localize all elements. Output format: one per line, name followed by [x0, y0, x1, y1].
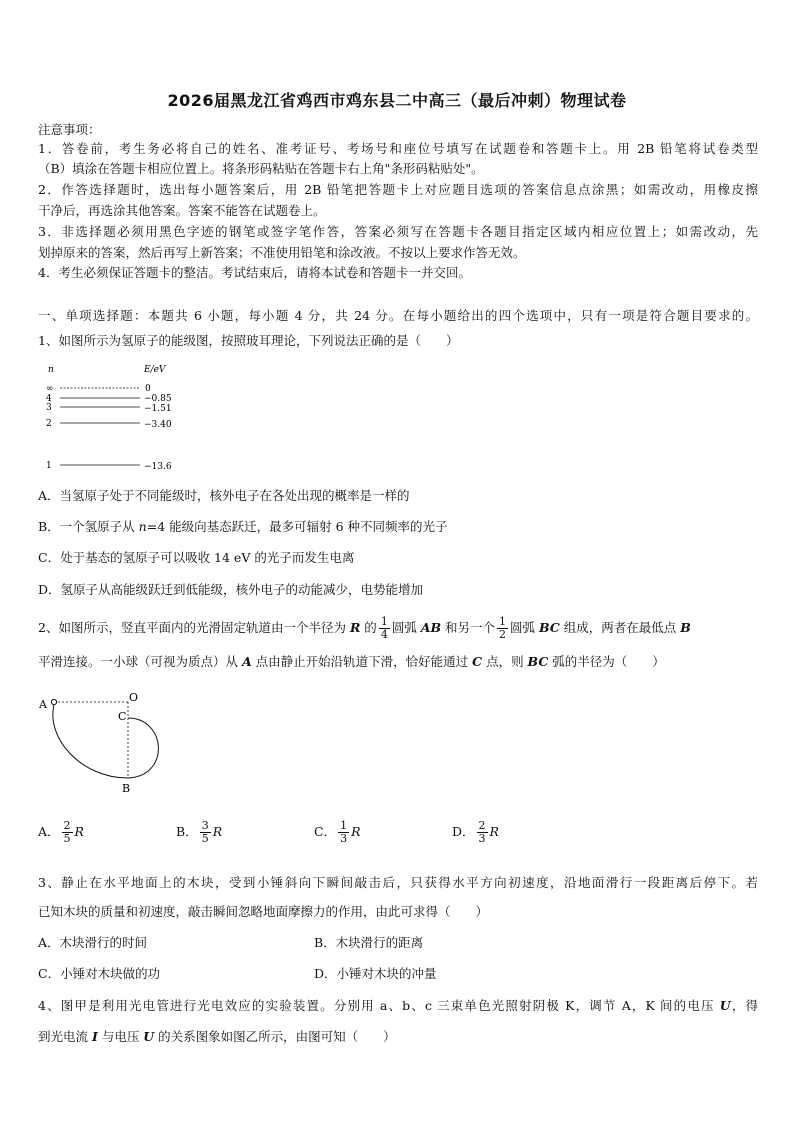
level-3-n: 3: [46, 403, 52, 413]
q2-option-d: [452, 820, 499, 845]
q1-option-b-post: =4 能级向基态跃迁，最多可辐射 6 种不同频率的光子: [146, 519, 448, 534]
q3-option-d: D．小锤对木块的冲量: [314, 966, 437, 981]
q2-text-6: 组成，两者在最低点: [559, 620, 681, 635]
q2-option-d-var: R: [489, 824, 499, 839]
track-diagram: [36, 688, 176, 798]
q3-option-a: A．木块滑行的时间: [38, 935, 148, 950]
q4-var-u: U: [719, 998, 731, 1013]
energy-level-diagram: [40, 360, 200, 480]
q4-text-5: 的关系图象如图乙所示，由图可知（ ）: [154, 1029, 396, 1044]
note-1-line-2: （B）填涂在答题卡相应位置上。将条形码粘贴在答题卡右上角"条形码粘贴处"。: [38, 161, 484, 176]
q4-line-1: [38, 996, 758, 1016]
level-2: [46, 419, 172, 430]
q3-option-c: C．小锤对木块做的功: [38, 966, 161, 981]
q3-line-1: 3、静止在水平地面上的木块，受到小锤斜向下瞬间敲击后，只获得水平方向初速度，沿地面滑行一段距离后停下。若: [38, 875, 758, 890]
q2-option-d-fraction: [477, 820, 488, 845]
q3-option-b: B．木块滑行的距离: [314, 935, 424, 950]
level-1-n: 1: [46, 461, 52, 471]
q4-var-u-2: U: [143, 1029, 155, 1044]
q2-text-3: 圆弧: [391, 620, 421, 635]
note-3-line-2: 划掉原来的答案，然后再写上新答案；不准使用铅笔和涂改液。不按以上要求作答无效。: [38, 245, 526, 260]
quarter-arc-ab: [53, 705, 128, 778]
fraction-half: [497, 616, 508, 641]
q2-option-b-num: 3: [201, 819, 209, 832]
point-o-label: O: [129, 691, 139, 704]
fraction-quarter: [379, 616, 390, 641]
level-4-n: 4: [46, 394, 52, 404]
q2-text-8: 点由静止开始沿轨道下滑，恰好能通过: [251, 654, 473, 669]
q2-option-d-den: 3: [478, 832, 486, 845]
q2-option-a: [38, 820, 84, 845]
q2-option-c-num: 1: [340, 819, 348, 832]
q2-var-a: A: [241, 654, 252, 669]
q2-option-b-label: B．: [176, 824, 198, 839]
q2-option-c-label: C．: [314, 824, 337, 839]
note-1-line-1: 1．答卷前，考生务必将自己的姓名、准考证号、考场号和座位号填写在试题卷和答题卡上。用 2B 铅笔将试卷类型: [38, 141, 758, 156]
q1-option-d: D．氢原子从高能级跃迁到低能级，核外电子的动能减少，电势能增加: [38, 582, 424, 597]
level-1-energy: −13.6: [144, 462, 172, 472]
note-2-line-1: 2．作答选择题时，选出每小题答案后，用 2B 铅笔把答题卡上对应题目选项的答案信息点涂黑；如需改动，用橡皮擦: [38, 182, 758, 197]
note-4: 4．考生必须保证答题卡的整洁。考试结束后，请将本试卷和答题卡一并交回。: [38, 265, 471, 280]
fraction-quarter-num: 1: [380, 615, 388, 628]
q2-text-4: 和另一个: [441, 620, 496, 635]
level-inf: [46, 384, 151, 394]
q2-option-c-fraction: [338, 820, 349, 845]
level-1: [46, 461, 172, 472]
level-4: [46, 394, 172, 404]
q2-text-10: 弧的半径为（ ）: [548, 654, 665, 669]
q2-var-bc-2: BC: [527, 654, 549, 669]
q1-option-c: C．处于基态的氢原子可以吸收 14 eV 的光子而发生电离: [38, 550, 355, 565]
half-arc-bc: [128, 718, 158, 778]
level-4-energy: −0.85: [144, 394, 172, 404]
section-1-heading: 一、单项选择题：本题共 6 小题，每小题 4 分，共 24 分。在每小题给出的四个选项中，只有一项是符合题目要求的。: [38, 308, 758, 323]
level-2-n: 2: [46, 419, 52, 429]
level-2-energy: −3.40: [144, 420, 172, 430]
q2-option-a-var: R: [74, 824, 84, 839]
fraction-half-num: 1: [499, 615, 507, 628]
q1-stem: 1、如图所示为氢原子的能级图，按照玻耳理论，下列说法正确的是（ ）: [38, 333, 459, 348]
fraction-half-den: 2: [499, 628, 507, 641]
q2-text-9: 点，则: [482, 654, 528, 669]
q1-option-b-pre: B．一个氢原子从: [38, 519, 139, 534]
level-3-energy: −1.51: [144, 404, 172, 414]
q2-option-d-num: 2: [478, 819, 486, 832]
q2-line-2: [38, 652, 758, 672]
q2-option-c-var: R: [351, 824, 361, 839]
q2-text-2: 的: [360, 620, 377, 635]
q2-option-a-num: 2: [63, 819, 71, 832]
note-2-line-2: 干净后，再选涂其他答案。答案不能答在试题卷上。: [38, 203, 326, 218]
page-title: 2026届黑龙江省鸡西市鸡东县二中高三（最后冲刺）物理试卷: [167, 91, 627, 110]
q2-option-c: [314, 820, 361, 845]
level-inf-energy: 0: [145, 384, 151, 394]
q2-option-d-label: D．: [452, 824, 475, 839]
level-inf-n: ∞: [46, 384, 54, 394]
q1-option-b-var: n: [138, 519, 147, 534]
q2-line-1: [38, 614, 758, 642]
note-3-line-1: 3．非选择题必须用黑色字迹的钢笔或签字笔作答，答案必须写在答题卡各题目指定区域内相应位置上；如需改动，先: [38, 224, 758, 239]
fraction-quarter-den: 4: [380, 628, 388, 641]
q2-option-b-fraction: [200, 820, 211, 845]
q2-option-b-den: 5: [201, 832, 209, 845]
q2-option-c-den: 3: [340, 832, 348, 845]
q2-var-ab: AB: [420, 620, 442, 635]
q3-line-2: 已知木块的质量和初速度，敲击瞬间忽略地面摩擦力的作用，由此可求得（ ）: [38, 904, 489, 919]
q2-option-b: [176, 820, 222, 845]
q4-var-i: I: [91, 1029, 98, 1044]
point-c-label: C: [118, 710, 127, 723]
q4-text-4: 与电压: [97, 1029, 144, 1044]
ball-at-a: [51, 699, 56, 704]
q2-option-b-var: R: [212, 824, 223, 839]
q4-line-2: [38, 1027, 758, 1047]
q1-option-b: [38, 517, 758, 537]
q2-var-c: C: [472, 654, 483, 669]
q4-text-3: 到光电流: [38, 1029, 92, 1044]
q2-option-a-den: 5: [63, 832, 71, 845]
q1-option-a: A．当氢原子处于不同能级时，核外电子在各处出现的概率是一样的: [38, 488, 410, 503]
n-axis-label: n: [48, 365, 54, 375]
q2-text-5: 圆弧: [510, 620, 540, 635]
q2-var-b: B: [680, 620, 691, 635]
q2-option-a-label: A．: [38, 824, 60, 839]
q2-text-1: 2、如图所示，竖直平面内的光滑固定轨道由一个半径为: [38, 620, 350, 635]
q2-option-a-fraction: [62, 820, 73, 845]
notes-heading: 注意事项：: [38, 122, 101, 137]
q2-var-r: R: [349, 620, 361, 635]
q4-text-1: 4、图甲是利用光电管进行光电效应的实验装置。分别用 a、b、c 三束单色光照射阴极 K，调节 A，K 间的电压: [38, 998, 720, 1013]
point-a-label: A: [39, 698, 47, 711]
q2-text-7: 平滑连接。一小球（可视为质点）从: [38, 654, 242, 669]
level-3: [46, 403, 172, 414]
q2-var-bc: BC: [539, 620, 560, 635]
point-b-label: B: [122, 782, 131, 795]
q4-text-2: ，得: [730, 998, 758, 1013]
energy-axis-label: E/eV: [144, 365, 166, 375]
